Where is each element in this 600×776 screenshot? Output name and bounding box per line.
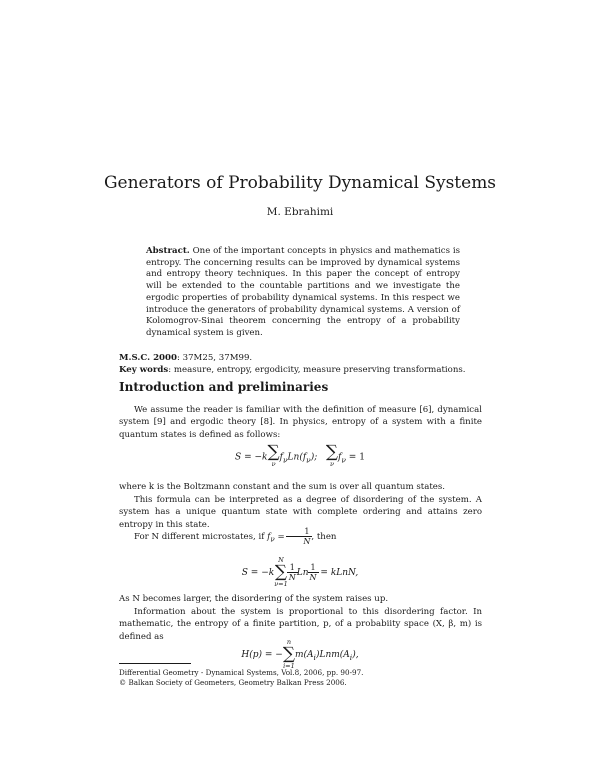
equation-partition-entropy: H(p) = − n ∑ i=1 $m(A_i)Lnm(A_i)$, [241, 638, 359, 670]
footnote-journal: Differential Geometry - Dynamical Systems, Vol.8, 2006, pp. 90-97. [119, 668, 364, 677]
microstates-tail: , then [311, 532, 337, 542]
abstract-text: One of the important concepts in physics and mathematics is entropy. The concerning results can be improved by dynamical systems and entropy theory techniques. In this paper the concept of entropy will be extended to the countable partitions and we investigate the ergodic properties of probability dynamical systems. In this respect we introduce the generators of probability dynamical systems. A version of Kolomogrov-Sinai theorem concerning the entropy of a probability dynamical system is given. [146, 246, 460, 338]
microstates-lead: For N different microstates, if [134, 532, 265, 542]
paragraph-intro: We assume the reader is familiar with the definition of measure [6], dynamical system [9] and ergodic theory [8]. In physics, entropy of a system with a finite quantum states is defined as follows: [119, 405, 482, 440]
equation-microstates: S = −k N ∑ ν=1 $\frac{1}{N}$ Ln $\frac{1}{N}$ = kLnN, [241, 556, 359, 588]
abstract [146, 246, 460, 340]
keywords-label: Key words [119, 364, 169, 375]
paragraph-microstates: For N different microstates, if $f_\nu$ = $\frac{1}{N}$ , then [134, 527, 337, 546]
paragraph-boltzmann: where k is the Boltzmann constant and the sum is over all quantum states. [119, 482, 446, 492]
msc-keywords [119, 353, 482, 376]
paragraph-information: Information about the system is proportional to this disordering factor. In mathematic, the entropy of a finite partition, p, of a probabiity space (X, β, m) is defined as [119, 607, 482, 642]
msc-value: : 37M25, 37M99. [177, 353, 253, 363]
footnote-rule [119, 663, 191, 664]
msc-label: M.S.C. 2000 [119, 353, 177, 363]
section-heading: Introduction and preliminaries [119, 380, 329, 394]
abstract-label: Abstract. [146, 246, 190, 256]
footnote-copyright: © Balkan Society of Geometers, Geometry Balkan Press 2006. [119, 678, 347, 687]
paragraph-disorder: This formula can be interpreted as a degree of disordering of the system. A system has a unique quantum state with complete ordering and attains zero entropy in this state. [119, 495, 482, 530]
paper-title: Generators of Probability Dynamical Systems [103, 173, 497, 193]
keywords-value: : measure, entropy, ergodicity, measure preserving transformations. [168, 364, 466, 375]
paragraph-disorder-rise: As N becomes larger, the disordering of the system raises up. [119, 594, 389, 604]
paper-author: M. Ebrahimi [266, 206, 334, 218]
equation-entropy: S = −k ∑ ν $f_\nu Ln(f_\nu)$; ∑ ν $f_\nu = 1$ [235, 442, 365, 468]
